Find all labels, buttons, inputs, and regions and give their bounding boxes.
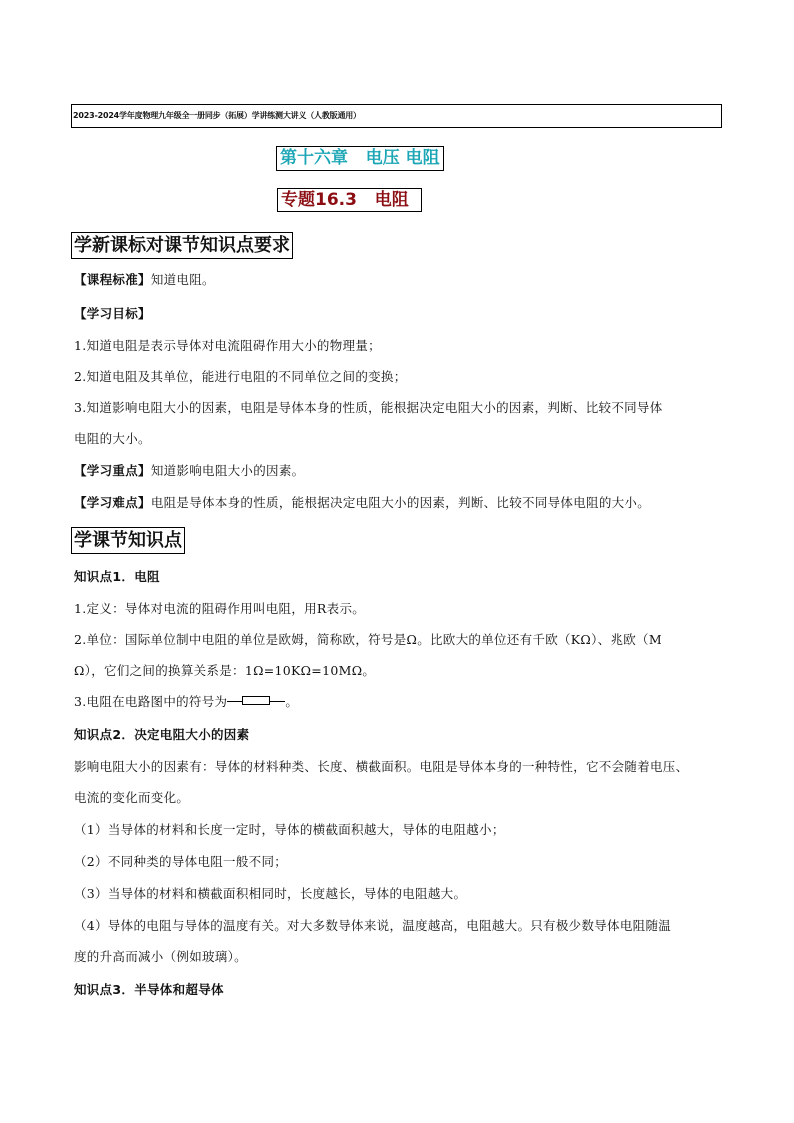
kp1-symbol-end: 。	[285, 694, 299, 709]
knowledge-point-2-title: 知识点2．决定电阻大小的因素	[74, 727, 250, 742]
kp2-factors-line-1: 影响电阻大小的因素有：导体的材料种类、长度、横截面积。电阻是导体本身的一种特性，它不会随着电压、	[74, 759, 689, 774]
learning-goals-label: 【学习目标】	[74, 306, 151, 321]
difficulty-line	[74, 495, 650, 511]
topic-title: 专题16.3 电阻	[277, 188, 422, 212]
kp1-unit-line-1: 2.单位：国际单位制中电阻的单位是欧姆，简称欧，符号是Ω。比欧大的单位还有千欧（KΩ）、兆欧（M	[74, 632, 662, 647]
kp2-item-3: （3）当导体的材料和横截面积相同时，长度越长，导体的电阻越大。	[74, 886, 467, 901]
goal-3-line-1: 3.知道影响电阻大小的因素，电阻是导体本身的性质，能根据决定电阻大小的因素，判断、比较不同导体	[74, 400, 663, 415]
kp1-unit-line-2: Ω），它们之间的换算关系是：1Ω=10KΩ=10MΩ。	[74, 663, 376, 678]
course-standard-label: 【课程标准】	[74, 272, 151, 287]
chapter-title: 第十六章 电压 电阻	[276, 146, 444, 171]
knowledge-point-3-title: 知识点3．半导体和超导体	[74, 982, 224, 997]
section-heading-requirements: 学新课标对课节知识点要求	[71, 232, 293, 259]
kp2-factors-line-2: 电流的变化而变化。	[74, 790, 190, 805]
kp2-item-1: （1）当导体的材料和长度一定时，导体的横截面积越大，导体的电阻越小；	[74, 822, 505, 837]
kp1-symbol-line	[74, 694, 298, 710]
kp1-definition: 1.定义：导体对电流的阻碍作用叫电阻，用R表示。	[74, 601, 366, 616]
document-title: 2023-2024学年度物理九年级全一册同步（拓展）学讲练测大讲义（人教版通用）	[71, 104, 722, 128]
kp2-item-4-line-2: 度的升高而减小（例如玻璃）。	[74, 949, 247, 964]
goal-1: 1.知道电阻是表示导体对电流阻碍作用大小的物理量；	[74, 338, 381, 353]
goal-2: 2.知道电阻及其单位，能进行电阻的不同单位之间的变换；	[74, 369, 407, 384]
kp2-item-2: （2）不同种类的导体电阻一般不同；	[74, 854, 288, 869]
goal-3-line-2: 电阻的大小。	[74, 431, 151, 446]
resistor-symbol-icon	[227, 696, 285, 706]
course-standard-line	[74, 272, 215, 288]
difficulty-label: 【学习难点】	[74, 495, 151, 510]
key-point-label: 【学习重点】	[74, 463, 151, 478]
key-point-line	[74, 463, 304, 479]
kp2-item-4-line-1: （4）导体的电阻与导体的温度有关。对大多数导体来说，温度越高，电阻越大。只有极少数导体电阻随温	[74, 918, 672, 933]
difficulty-text: 电阻是导体本身的性质，能根据决定电阻大小的因素，判断、比较不同导体电阻的大小。	[150, 495, 651, 510]
knowledge-point-1-title: 知识点1．电阻	[74, 569, 160, 584]
section-heading-knowledge: 学课节知识点	[71, 527, 185, 554]
key-point-text: 知道影响电阻大小的因素。	[150, 463, 305, 478]
kp1-symbol-text: 3.电阻在电路图中的符号为	[74, 694, 228, 709]
course-standard-text: 知道电阻。	[150, 272, 215, 287]
